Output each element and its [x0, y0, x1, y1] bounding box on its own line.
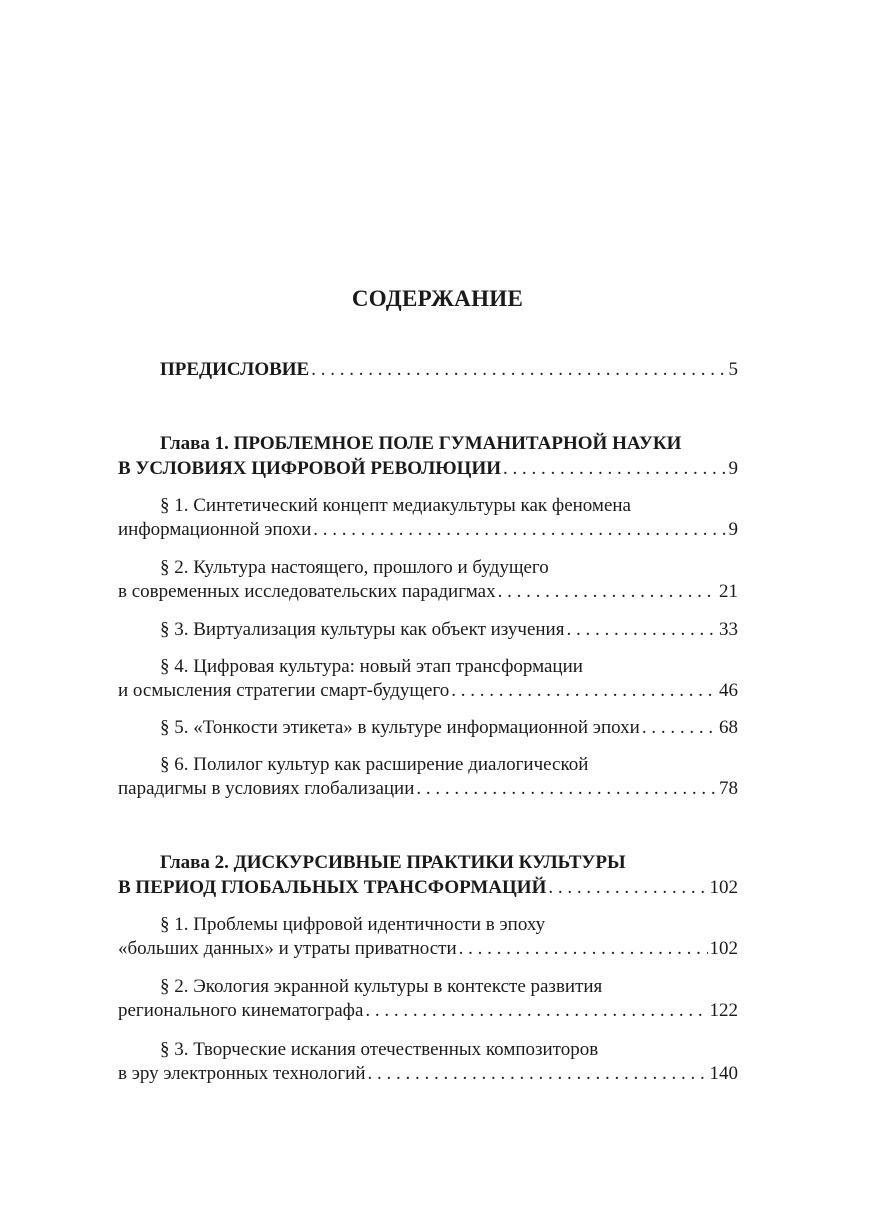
toc-page-number: 9	[728, 519, 738, 540]
toc-section-2-1-line1[interactable]	[160, 913, 738, 937]
toc-entry-title: § 3. Виртуализация культуры как объект изучения	[160, 619, 565, 640]
leader-dots	[367, 1062, 707, 1086]
toc-entry-title: регионального кинематографа	[118, 1000, 364, 1021]
leader-dots	[365, 999, 707, 1023]
toc-chapter-title: Глава 2. ДИСКУРСИВНЫЕ ПРАКТИКИ КУЛЬТУРЫ	[160, 852, 626, 873]
toc-entry-title: парадигмы в условиях глобализации	[118, 778, 415, 799]
toc-page-number: 33	[719, 619, 738, 640]
toc-section-2-3-line2[interactable]	[118, 1062, 738, 1086]
toc-page-number: 78	[719, 778, 738, 799]
toc-section-1-2-line1[interactable]	[160, 556, 738, 580]
page-title: СОДЕРЖАНИЕ	[351, 286, 524, 311]
toc-chapter-1-line1[interactable]	[160, 432, 738, 456]
toc-section-1-2-line2[interactable]	[118, 580, 738, 604]
leader-dots	[416, 777, 717, 801]
toc-entry-title: информационной эпохи	[118, 519, 312, 540]
toc-entry-title: и осмысления стратегии смарт-будущего	[118, 680, 450, 701]
leader-dots	[566, 618, 717, 642]
toc-section-1-1-line1[interactable]	[160, 494, 738, 518]
toc-page-number: 122	[709, 1000, 738, 1021]
toc-page-number: 46	[719, 680, 738, 701]
leader-dots	[503, 457, 727, 481]
toc-entry-title: § 5. «Тонкости этикета» в культуре информационной эпохи	[160, 717, 640, 738]
toc-entry-title: ПРЕДИСЛОВИЕ	[160, 359, 310, 380]
toc-section-2-1-line2[interactable]	[118, 937, 738, 961]
toc-entry-title: «больших данных» и утраты приватности	[118, 938, 457, 959]
toc-section-1-6-line1[interactable]	[160, 753, 738, 777]
toc-entry-title: § 2. Культура настоящего, прошлого и будущего	[160, 557, 549, 578]
leader-dots	[548, 876, 707, 900]
toc-chapter-1-line2[interactable]	[118, 457, 738, 481]
toc-entry-title: в эру электронных технологий	[118, 1063, 366, 1084]
toc-chapter-2-line2[interactable]	[118, 876, 738, 900]
toc-chapter-2-line1[interactable]	[160, 851, 738, 875]
toc-section-1-6-line2[interactable]	[118, 777, 738, 801]
toc-entry-title: в современных исследовательских парадигмах	[118, 581, 496, 602]
leader-dots	[451, 679, 717, 703]
toc-page-number: 9	[728, 458, 738, 479]
toc-entry-title: § 4. Цифровая культура: новый этап трансформации	[160, 656, 583, 677]
toc-section-2-3-line1[interactable]	[160, 1038, 738, 1062]
toc-section-1-3[interactable]	[160, 618, 738, 642]
toc-chapter-title: В УСЛОВИЯХ ЦИФРОВОЙ РЕВОЛЮЦИИ	[118, 458, 501, 479]
leader-dots	[459, 937, 708, 961]
leader-dots	[313, 518, 726, 542]
toc-page-number: 21	[719, 581, 738, 602]
leader-dots	[311, 358, 726, 382]
toc-section-1-4-line1[interactable]	[160, 655, 738, 679]
leader-dots	[642, 716, 717, 740]
toc-page-number: 68	[719, 717, 738, 738]
toc-page-number: 102	[709, 877, 738, 898]
leader-dots	[498, 580, 717, 604]
toc-entry-preface[interactable]	[160, 358, 738, 382]
toc-page-number: 102	[709, 938, 738, 959]
toc-chapter-title: Глава 1. ПРОБЛЕМНОЕ ПОЛЕ ГУМАНИТАРНОЙ НАУКИ	[160, 433, 682, 454]
toc-section-1-5[interactable]	[160, 716, 738, 740]
toc-entry-title: § 3. Творческие искания отечественных композиторов	[160, 1039, 599, 1060]
toc-entry-title: § 1. Синтетический концепт медиакультуры как феномена	[160, 495, 631, 516]
toc-page-number: 140	[709, 1063, 738, 1084]
toc-entry-title: § 6. Полилог культур как расширение диалогической	[160, 754, 589, 775]
toc-page-number: 5	[728, 359, 738, 380]
toc-entry-title: § 2. Экология экранной культуры в контексте развития	[160, 976, 603, 997]
toc-entry-title: § 1. Проблемы цифровой идентичности в эпоху	[160, 914, 546, 935]
toc-section-1-4-line2[interactable]	[118, 679, 738, 703]
toc-chapter-title: В ПЕРИОД ГЛОБАЛЬНЫХ ТРАНСФОРМАЦИЙ	[118, 877, 547, 898]
toc-section-1-1-line2[interactable]	[118, 518, 738, 542]
toc-section-2-2-line2[interactable]	[118, 999, 738, 1023]
toc-section-2-2-line1[interactable]	[160, 975, 738, 999]
